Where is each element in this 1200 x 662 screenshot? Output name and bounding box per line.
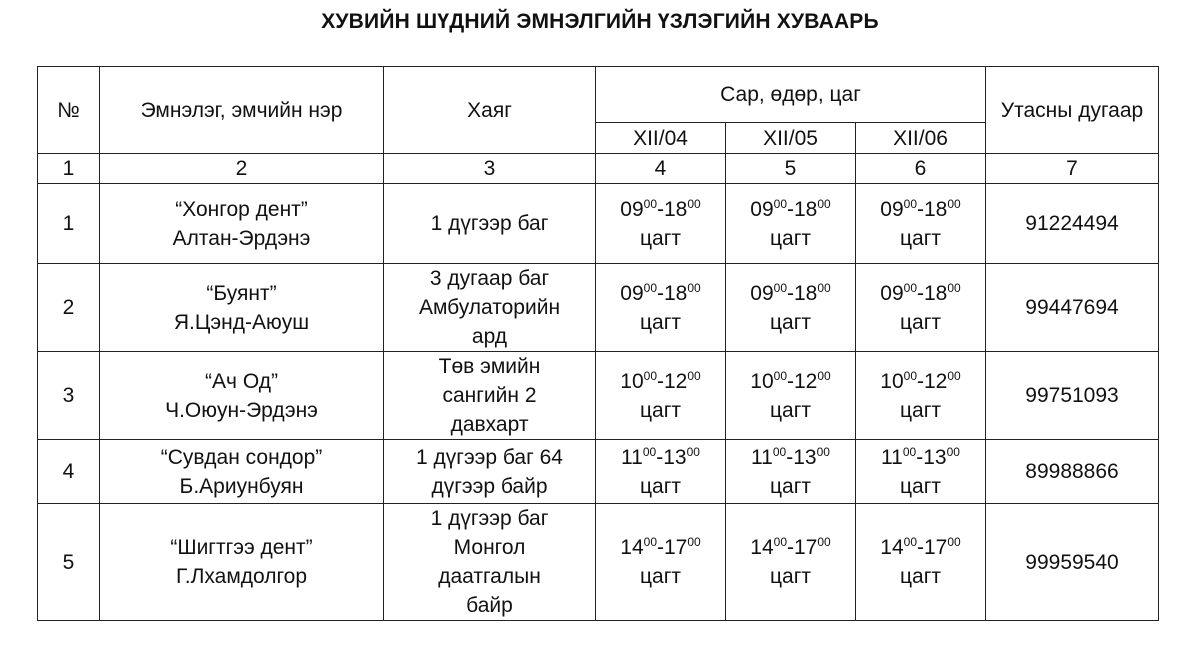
start-hour: 09 (620, 281, 644, 305)
time-word: цагт (770, 226, 811, 250)
schedule-table (37, 66, 1159, 621)
end-minute: 00 (687, 368, 701, 383)
time-cell (856, 184, 986, 264)
time-cell (726, 264, 856, 352)
doctor-name: Алтан-Эрдэнэ (172, 226, 311, 250)
start-minute: 00 (772, 444, 787, 459)
address-line: сангийн 2 (442, 384, 537, 407)
time-word: цагт (900, 226, 941, 250)
end-minute: 00 (947, 368, 961, 383)
start-hour: 09 (620, 197, 644, 221)
start-hour: 09 (750, 281, 774, 305)
time-cell (726, 504, 856, 621)
start-minute: 00 (643, 368, 657, 383)
time-word: цагт (770, 565, 811, 588)
end-hour: 12 (794, 369, 818, 393)
time-range: $09^{00}-18^{00}$ (880, 280, 961, 305)
start-hour: 10 (750, 369, 774, 393)
table-row (38, 352, 1159, 440)
time-word: цагт (770, 398, 811, 422)
time-range: $09^{00}-18^{00}$ (620, 196, 701, 221)
end-hour: 18 (664, 197, 688, 221)
row-number: 4 (38, 440, 100, 504)
time-cell (596, 504, 726, 621)
table-row (38, 264, 1159, 352)
end-minute: 00 (687, 196, 701, 211)
address-line: ард (471, 325, 508, 348)
end-minute: 00 (687, 280, 701, 295)
doctor-name: Я.Цэнд-Аюуш (173, 310, 310, 334)
end-hour: 18 (794, 197, 818, 221)
start-minute: 00 (903, 368, 917, 383)
time-cell (856, 352, 986, 440)
schedule-rows (38, 184, 1159, 621)
start-minute: 00 (903, 196, 917, 211)
end-hour: 13 (663, 445, 687, 469)
address-cell (384, 440, 596, 504)
clinic-cell (100, 440, 384, 504)
col-number: 4 (596, 154, 726, 184)
clinic-name: “Ач Од” (205, 369, 278, 393)
end-hour: 17 (664, 536, 688, 559)
end-hour: 13 (793, 445, 817, 469)
time-cell (726, 184, 856, 264)
start-minute: 00 (902, 444, 917, 459)
col-number: 7 (986, 154, 1159, 184)
doctor-name: Г.Лхамдолгор (175, 565, 308, 588)
address-cell (384, 504, 596, 621)
table-row (38, 184, 1159, 264)
column-number-row (38, 154, 1159, 184)
end-minute: 00 (947, 196, 961, 211)
time-word: цагт (640, 398, 681, 422)
time-cell (856, 264, 986, 352)
start-hour: 10 (880, 369, 904, 393)
end-minute: 00 (946, 444, 960, 459)
end-minute: 00 (947, 280, 961, 295)
clinic-cell (100, 504, 384, 621)
time-word: цагт (640, 565, 681, 588)
end-minute: 00 (817, 535, 831, 549)
start-minute: 00 (773, 196, 787, 211)
start-minute: 00 (642, 444, 657, 459)
time-range: $10^{00}-12^{00}$ (750, 368, 831, 393)
address-cell (384, 264, 596, 352)
row-number: 5 (38, 504, 100, 621)
time-word: цагт (770, 474, 811, 498)
time-word: цагт (900, 474, 941, 498)
time-range: $14^{00}-17^{00}$ (880, 535, 961, 559)
start-hour: 14 (750, 536, 774, 559)
phone-number: 99751093 (986, 352, 1159, 440)
clinic-name: “Шигтгээ дент” (170, 536, 313, 559)
start-hour: 11 (881, 445, 903, 469)
start-minute: 00 (773, 280, 787, 295)
end-minute: 00 (947, 535, 961, 549)
start-minute: 00 (903, 535, 917, 549)
col-number: 5 (726, 154, 856, 184)
time-word: цагт (900, 398, 941, 422)
address-line: Амбулаторийн (418, 296, 561, 319)
end-hour: 17 (794, 536, 818, 559)
clinic-cell (100, 264, 384, 352)
end-minute: 00 (687, 535, 701, 549)
end-minute: 00 (817, 368, 831, 383)
table-row (38, 504, 1159, 621)
time-cell (856, 440, 986, 504)
time-range: $09^{00}-18^{00}$ (750, 280, 831, 305)
time-range: $10^{00}-12^{00}$ (620, 368, 701, 393)
header-row-1 (38, 67, 1159, 123)
time-word: цагт (640, 474, 681, 498)
col-number: 2 (100, 154, 384, 184)
end-hour: 18 (924, 281, 948, 305)
end-hour: 12 (664, 369, 688, 393)
header-address: Хаяг (384, 67, 596, 154)
end-hour: 13 (923, 445, 947, 469)
col-number: 6 (856, 154, 986, 184)
address-line: Монгол (453, 536, 526, 559)
time-range: $09^{00}-18^{00}$ (750, 196, 831, 221)
end-minute: 00 (817, 280, 831, 295)
start-hour: 09 (880, 281, 904, 305)
address-line: дүгээр байр (431, 474, 548, 498)
phone-number: 89988866 (986, 440, 1159, 504)
end-minute: 00 (816, 444, 830, 459)
address-line: 1 дүгээр баг 64 (416, 445, 563, 469)
time-range: $09^{00}-18^{00}$ (620, 280, 701, 305)
start-hour: 09 (880, 197, 904, 221)
start-minute: 00 (643, 280, 657, 295)
start-hour: 14 (620, 536, 644, 559)
header-date: XII/04 (596, 123, 726, 154)
time-word: цагт (900, 310, 941, 334)
header-clinic: Эмнэлэг, эмчийн нэр (100, 67, 384, 154)
header-num: № (38, 67, 100, 154)
end-hour: 18 (924, 197, 948, 221)
start-hour: 09 (750, 197, 774, 221)
time-range: $14^{00}-17^{00}$ (750, 535, 831, 559)
clinic-cell (100, 352, 384, 440)
end-minute: 00 (817, 196, 831, 211)
address-line: 1 дүгээр баг (430, 507, 549, 530)
time-range: $11^{00}-13^{00}$ (621, 444, 700, 469)
start-minute: 00 (903, 280, 917, 295)
doctor-name: Б.Ариунбуян (179, 474, 304, 498)
phone-number: 99959540 (986, 504, 1159, 621)
start-minute: 00 (773, 368, 787, 383)
header-date-group: Сар, өдөр, цаг (596, 67, 986, 123)
clinic-cell (100, 184, 384, 264)
row-number: 3 (38, 352, 100, 440)
table-row (38, 440, 1159, 504)
time-word: цагт (900, 565, 941, 588)
col-number: 3 (384, 154, 596, 184)
address-line: давхарт (450, 413, 529, 436)
time-cell (596, 184, 726, 264)
start-minute: 00 (773, 535, 787, 549)
time-cell (856, 504, 986, 621)
doctor-name: Ч.Оюун-Эрдэнэ (165, 398, 318, 422)
time-word: цагт (640, 226, 681, 250)
end-hour: 17 (924, 536, 948, 559)
time-range: $09^{00}-18^{00}$ (880, 196, 961, 221)
clinic-name: “Сувдан сондор” (160, 445, 323, 469)
start-hour: 10 (620, 369, 644, 393)
row-number: 1 (38, 184, 100, 264)
time-cell (596, 352, 726, 440)
time-cell (596, 440, 726, 504)
address-line: даатгалын (438, 565, 541, 588)
header-phone: Утасны дугаар (986, 67, 1159, 154)
phone-number: 91224494 (986, 184, 1159, 264)
page-title: ХУВИЙН ШҮДНИЙ ЭМНЭЛГИЙН ҮЗЛЭГИЙН ХУВААРЬ (321, 10, 879, 33)
time-cell (726, 440, 856, 504)
clinic-name: “Буянт” (206, 281, 277, 305)
end-hour: 12 (924, 369, 948, 393)
end-hour: 18 (664, 281, 688, 305)
start-hour: 11 (751, 445, 773, 469)
header-date: XII/06 (856, 123, 986, 154)
phone-number: 99447694 (986, 264, 1159, 352)
start-hour: 14 (880, 536, 904, 559)
address-line: 3 дугаар баг (429, 267, 550, 290)
time-range: $10^{00}-12^{00}$ (880, 368, 961, 393)
col-number: 1 (38, 154, 100, 184)
end-hour: 18 (794, 281, 818, 305)
address-line: байр (466, 594, 513, 617)
clinic-name: “Хонгор дент” (175, 197, 308, 221)
start-minute: 00 (643, 535, 657, 549)
time-range: $11^{00}-13^{00}$ (751, 444, 830, 469)
time-cell (596, 264, 726, 352)
end-minute: 00 (686, 444, 700, 459)
time-range: $14^{00}-17^{00}$ (620, 535, 701, 559)
header-date: XII/05 (726, 123, 856, 154)
start-minute: 00 (643, 196, 657, 211)
address-cell (384, 184, 596, 264)
address-line: Төв эмийн (438, 355, 541, 378)
time-word: цагт (770, 310, 811, 334)
row-number: 2 (38, 264, 100, 352)
time-cell (726, 352, 856, 440)
time-range: $11^{00}-13^{00}$ (881, 444, 960, 469)
time-word: цагт (640, 310, 681, 334)
address-line: 1 дүгээр баг (430, 212, 549, 235)
start-hour: 11 (621, 445, 643, 469)
address-cell (384, 352, 596, 440)
